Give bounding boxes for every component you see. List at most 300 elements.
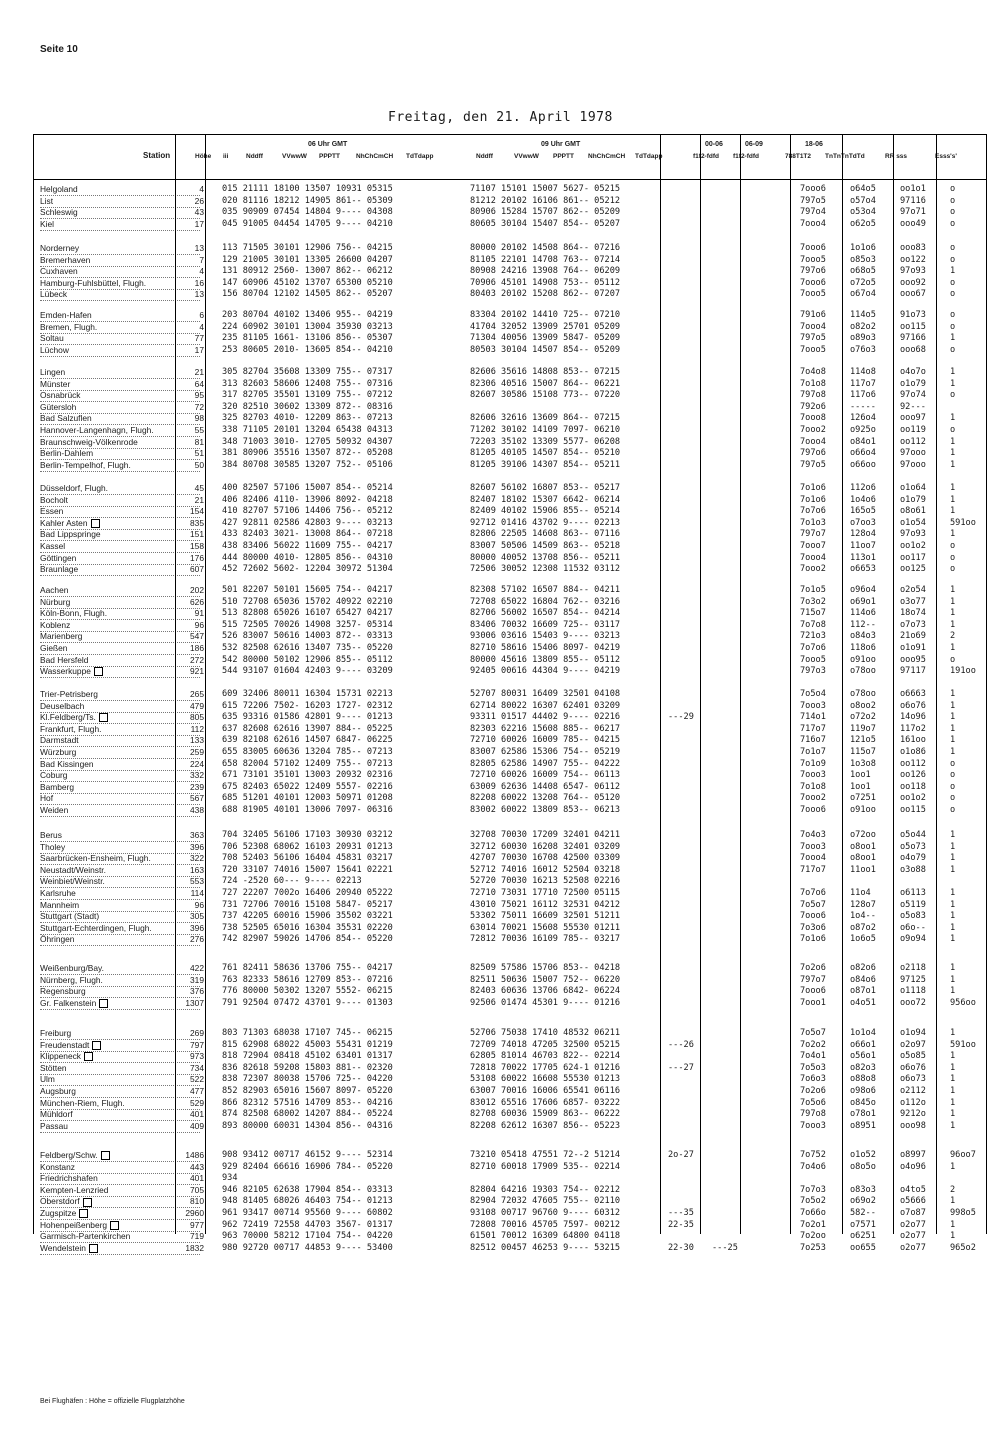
station-name	[40, 553, 200, 565]
station-name	[40, 923, 200, 935]
station-name	[40, 631, 200, 643]
extra-value: 791o6	[800, 310, 826, 320]
station-name	[40, 289, 200, 301]
obs-06-utc: 874 82508 68002 14207 884-- 05224	[222, 1109, 393, 1120]
obs-09-utc: 81205 40105 14507 854-- 05210	[470, 448, 621, 459]
obs-09-utc: 83007 62586 15306 754-- 05219	[470, 747, 621, 757]
extra-value: 717o7	[800, 864, 826, 875]
station-label: Braunschweig-Völkenrode	[40, 436, 138, 447]
station-label: Gütersloh	[40, 401, 77, 412]
obs-06-utc: 934	[222, 1173, 238, 1184]
station-label: Koblenz	[40, 619, 71, 630]
station-altitude: 396	[190, 841, 204, 852]
obs-06-utc: 438 83406 56022 11609 755-- 04217	[222, 541, 393, 551]
obs-06-utc: 542 80000 50102 12906 855-- 05112	[222, 654, 393, 665]
page-number: Seite 10	[40, 44, 78, 55]
station-name	[40, 243, 200, 255]
obs-09-utc: 82308 57102 16507 884-- 04211	[470, 585, 621, 595]
extra-value: o72o5	[850, 277, 876, 288]
extra-value: ---25	[712, 1242, 738, 1253]
obs-06-utc: 320 82510 30602 13309 872-- 08316	[222, 401, 393, 412]
extra-value: 1	[950, 1109, 956, 1120]
table-row	[0, 998, 1000, 1009]
extra-value: 7ooo1	[800, 997, 826, 1008]
extra-value: o1o91	[900, 643, 926, 653]
extra-value: oo115	[900, 805, 926, 815]
extra-value: o	[950, 195, 956, 206]
station-label: Neustadt/Weinstr.	[40, 864, 106, 875]
table-row	[0, 655, 1000, 666]
table-row	[0, 495, 1000, 506]
obs-09-utc: 42707 70030 16708 42500 03309	[470, 853, 621, 864]
extra-value: oo1o1	[900, 184, 926, 194]
station-name	[40, 597, 200, 609]
station-name	[40, 564, 200, 576]
extra-value: o1o79	[900, 494, 926, 505]
table-row	[0, 923, 1000, 934]
station-name	[40, 518, 200, 530]
station-label: Bremen, Flugh.	[40, 321, 98, 332]
extra-value: o	[950, 277, 956, 288]
table-row	[0, 289, 1000, 300]
extra-value: o	[950, 344, 956, 355]
station-label: Zugspitze	[40, 1208, 77, 1218]
station-label: Tholey	[40, 841, 66, 852]
extra-value: o84o1	[850, 436, 876, 447]
extra-value: oo1o2	[900, 541, 926, 551]
extra-value: 7o2o6	[800, 963, 826, 973]
station-name	[40, 207, 200, 219]
obs-06-utc: 639 82108 62616 14507 6847- 06225	[222, 735, 393, 746]
footnote: Bei Flughäfen : Höhe = offizielle Flugplatzhöhe	[40, 1398, 185, 1405]
extra-value: 7o4o6	[800, 1161, 826, 1172]
station-name	[40, 529, 200, 541]
extra-value: 1	[950, 864, 956, 875]
extra-value: 797o5	[800, 459, 826, 470]
station-label: Osnabrück	[40, 390, 81, 401]
station-name	[40, 333, 200, 345]
extra-value: o98o6	[850, 1086, 876, 1096]
obs-09-utc: 80503 30104 14507 854-- 05209	[470, 344, 621, 355]
table-row	[0, 597, 1000, 608]
station-altitude: 805	[190, 712, 204, 723]
extra-value: o87o2	[850, 922, 876, 933]
extra-value: 7o7o6	[800, 643, 826, 653]
extra-value: o2o54	[900, 585, 926, 595]
extra-value: 1	[950, 747, 956, 757]
table-row	[0, 207, 1000, 218]
extra-value: 1	[950, 448, 956, 459]
extra-value: 1	[950, 922, 956, 933]
obs-06-utc: 763 82333 58616 12709 853-- 07216	[222, 974, 393, 985]
station-altitude: 401	[190, 1173, 204, 1184]
extra-value: 191oo	[950, 666, 976, 677]
extra-value: -----	[850, 401, 876, 412]
table-row	[0, 243, 1000, 254]
station-label: Deuselbach	[40, 700, 85, 711]
extra-value: o1118	[900, 986, 926, 997]
extra-value: oo117	[900, 552, 926, 563]
extra-value: o69o2	[850, 1196, 876, 1207]
mountain-station-box-icon	[99, 713, 108, 722]
extra-value: 1	[950, 1051, 956, 1062]
mountain-station-box-icon	[84, 1052, 93, 1061]
extra-value: 797o5	[800, 195, 826, 206]
obs-09-utc: 82303 62216 15608 885-- 06217	[470, 723, 621, 734]
extra-value: o	[950, 781, 956, 792]
table-row	[0, 518, 1000, 529]
extra-value: o845o	[850, 1097, 876, 1108]
table-grid-line	[33, 134, 34, 1234]
obs-09-utc: 72708 65022 16804 762-- 03216	[470, 596, 621, 607]
station-label: Regensburg	[40, 986, 86, 997]
obs-09-utc: 92405 00616 44304 9---- 04219	[470, 666, 621, 677]
extra-value: 7ooo5	[800, 654, 826, 665]
extra-value: ooo98	[900, 1120, 926, 1131]
station-label: Trier-Petrisberg	[40, 689, 98, 699]
station-altitude: 112	[190, 723, 204, 734]
extra-value: o2o77	[900, 1231, 926, 1242]
obs-06-utc: 635 93316 01586 42801 9---- 01213	[222, 712, 393, 723]
obs-09-utc: 52706 75038 17410 48532 06211	[470, 1028, 621, 1038]
obs-06-utc: 615 72206 7502- 16203 1727- 02312	[222, 700, 393, 711]
extra-value: 165o5	[850, 506, 876, 517]
table-row	[0, 853, 1000, 864]
station-altitude: 438	[190, 805, 204, 815]
extra-value: 7ooo2	[800, 425, 826, 435]
table-row	[0, 345, 1000, 356]
extra-value: 7o3o2	[800, 596, 826, 607]
extra-value: 1	[950, 1028, 956, 1038]
obs-06-utc: 803 71303 68038 17107 745-- 06215	[222, 1028, 393, 1038]
obs-06-utc: 866 82312 57516 14709 853-- 04216	[222, 1097, 393, 1108]
station-altitude: 376	[190, 986, 204, 997]
table-grid-line	[205, 134, 206, 1234]
station-label: Öhringen	[40, 934, 75, 945]
station-label: Essen	[40, 506, 64, 517]
extra-value: o8oo1	[850, 841, 876, 852]
table-row	[0, 1040, 1000, 1051]
station-label: Nürburg	[40, 596, 71, 607]
obs-09-utc: 82509 57586 15706 853-- 04218	[470, 963, 621, 973]
extra-value: 7ooo5	[800, 254, 826, 265]
extra-value: o78oo	[850, 689, 876, 699]
mountain-station-box-icon	[110, 1221, 119, 1230]
extra-value: oo112	[900, 758, 926, 769]
extra-value: o5o83	[900, 911, 926, 922]
extra-value: 7o2o2	[800, 1039, 826, 1050]
obs-09-utc: 80906 15284 15707 862-- 05209	[470, 207, 621, 218]
extra-value: 7o1o6	[800, 483, 826, 493]
obs-06-utc: 671 73101 35101 13003 20932 02316	[222, 770, 393, 781]
extra-value: 7o66o	[800, 1208, 826, 1218]
extra-value: 1	[950, 830, 956, 840]
extra-value: 1oo1	[850, 770, 871, 781]
station-name	[40, 1051, 200, 1063]
extra-value: 1	[950, 974, 956, 985]
extra-value: o1o94	[900, 1028, 926, 1038]
obs-09-utc: 82805 62586 14907 755-- 04222	[470, 758, 621, 769]
extra-value: o91oo	[850, 805, 876, 815]
station-name	[40, 1173, 200, 1185]
extra-value: 7o1o5	[800, 585, 826, 595]
station-label: Würzburg	[40, 747, 77, 757]
table-grid-line	[700, 134, 701, 1234]
obs-09-utc: 92506 01474 45301 9---- 01216	[470, 997, 621, 1008]
extra-value: 119o7	[850, 723, 876, 734]
station-altitude: 95	[194, 390, 204, 401]
extra-value: 9212o	[900, 1109, 926, 1120]
table-row	[0, 759, 1000, 770]
extra-value: 715o7	[800, 608, 826, 619]
extra-value: ooo97	[900, 413, 926, 424]
station-altitude: 176	[190, 552, 204, 563]
station-label: Bremerhaven	[40, 254, 91, 265]
extra-value: o4o7o	[900, 367, 926, 377]
obs-09-utc: 62805 81014 46703 822-- 02214	[470, 1051, 621, 1062]
obs-06-utc: 706 52308 68062 16103 20931 01213	[222, 841, 393, 852]
station-label: Emden-Hafen	[40, 310, 92, 320]
obs-09-utc: 52707 80031 16409 32501 04108	[470, 689, 621, 699]
extra-value: o66o1	[850, 1039, 876, 1050]
extra-value: o4o51	[850, 997, 876, 1008]
extra-value: 1	[950, 723, 956, 734]
table-row	[0, 460, 1000, 471]
station-label: München-Riem, Flugh.	[40, 1097, 125, 1108]
extra-value: o68o5	[850, 266, 876, 277]
station-altitude: 7	[199, 254, 204, 265]
extra-value: 1	[950, 333, 956, 344]
obs-06-utc: 688 81905 40101 13006 7097- 06316	[222, 805, 393, 815]
station-altitude: 154	[190, 506, 204, 517]
station-name	[40, 425, 200, 437]
station-altitude: 305	[190, 911, 204, 922]
extra-value: oo112	[900, 436, 926, 447]
extra-value: 7o2o1	[800, 1219, 826, 1230]
extra-value: o	[950, 564, 956, 575]
extra-value: o62o5	[850, 218, 876, 229]
extra-value: 1	[950, 1161, 956, 1172]
header-station: Station	[143, 151, 171, 160]
station-name	[40, 367, 200, 379]
extra-value: 121o5	[850, 735, 876, 746]
extra-value: o57o4	[850, 195, 876, 206]
obs-09-utc: 93311 01517 44402 9---- 02216	[470, 712, 621, 723]
obs-09-utc: 70906 45101 14908 753-- 05112	[470, 277, 621, 288]
obs-09-utc: 83002 60022 13809 853-- 06213	[470, 805, 621, 815]
extra-value: 97ooo	[900, 459, 926, 470]
obs-09-utc: 53108 60022 16608 55530 01213	[470, 1074, 621, 1085]
station-altitude: 96	[194, 899, 204, 910]
extra-value: o7251	[850, 793, 876, 804]
extra-value: 1	[950, 1074, 956, 1085]
station-altitude: 322	[190, 853, 204, 864]
header-col09-1: VVwwW	[514, 153, 539, 160]
extra-value: 1o1o4	[850, 1028, 876, 1038]
extra-value: 1	[950, 1097, 956, 1108]
extra-value: o88o8	[850, 1074, 876, 1085]
obs-06-utc: 317 82705 35501 13109 755-- 07212	[222, 390, 393, 401]
station-altitude: 64	[194, 378, 204, 389]
station-label: Soltau	[40, 333, 64, 344]
extra-value: 1	[950, 1196, 956, 1207]
station-label: Helgoland	[40, 184, 78, 194]
station-altitude: 319	[190, 974, 204, 985]
station-label: Karlsruhe	[40, 888, 76, 898]
station-altitude: 51	[194, 448, 204, 459]
extra-value: 7o7o6	[800, 888, 826, 898]
station-altitude: 797	[190, 1039, 204, 1050]
station-label: Wasserkuppe	[40, 666, 91, 677]
station-label: Passau	[40, 1120, 68, 1131]
table-row	[0, 425, 1000, 436]
station-name	[40, 495, 200, 507]
station-name	[40, 1109, 200, 1121]
extra-value: 7o7o3	[800, 1184, 826, 1195]
obs-09-utc: 43010 75021 16112 32531 04212	[470, 899, 621, 910]
obs-09-utc: 61501 70012 16309 64800 04118	[470, 1231, 621, 1242]
extra-value: ooo92	[900, 277, 926, 288]
extra-value: o6o--	[900, 922, 926, 933]
extra-value: o1o52	[850, 1150, 876, 1160]
extra-value: 1	[950, 436, 956, 447]
station-label: Berus	[40, 830, 62, 840]
extra-value: 7o4o1	[800, 1051, 826, 1062]
extra-value: o	[950, 254, 956, 265]
extra-value: 717o7	[800, 723, 826, 734]
extra-value: 7ooo3	[800, 700, 826, 711]
station-name	[40, 853, 200, 865]
obs-06-utc: 515 72505 70026 14908 3257- 05314	[222, 619, 393, 630]
table-row	[0, 830, 1000, 841]
extra-value: 117o6	[850, 390, 876, 401]
station-name	[40, 1028, 200, 1040]
extra-value: o7oo3	[850, 517, 876, 528]
station-label: Darmstadt	[40, 735, 79, 746]
extra-value: 1	[950, 899, 956, 910]
station-name	[40, 986, 200, 998]
extra-value: 591oo	[950, 517, 976, 528]
table-row	[0, 1098, 1000, 1109]
extra-value: o87o1	[850, 986, 876, 997]
station-label: Saarbrücken-Ensheim, Flugh.	[40, 853, 151, 864]
extra-value: o3o77	[900, 596, 926, 607]
obs-09-utc: 81105 22101 14708 763-- 07214	[470, 254, 621, 265]
extra-value: 97o74	[900, 390, 926, 401]
table-row	[0, 805, 1000, 816]
station-altitude: 45	[194, 483, 204, 493]
extra-value: 1o3o8	[850, 758, 876, 769]
extra-value: o83o3	[850, 1184, 876, 1195]
extra-value: 7ooo5	[800, 344, 826, 355]
station-name	[40, 666, 200, 678]
table-grid-line	[740, 134, 741, 1234]
extra-value: 1	[950, 1231, 956, 1242]
extra-value: 1	[950, 986, 956, 997]
extra-value: 11oo7	[850, 541, 876, 551]
station-label: List	[40, 195, 54, 206]
obs-09-utc: 71107 15101 15007 5627- 05215	[470, 184, 621, 194]
station-name	[40, 900, 200, 912]
obs-06-utc: 156 80704 12102 14505 862-- 05207	[222, 289, 393, 300]
station-altitude: 202	[190, 585, 204, 595]
station-altitude: 567	[190, 793, 204, 804]
header-col09-4: TdTdapp	[635, 153, 663, 160]
station-label: Norderney	[40, 243, 80, 253]
extra-value: 7ooo4	[800, 218, 826, 229]
extra-value: 128o7	[850, 899, 876, 910]
obs-06-utc: 253 80605 2010- 13605 854-- 04210	[222, 344, 393, 355]
mountain-station-box-icon	[83, 1198, 92, 1207]
station-name	[40, 842, 200, 854]
obs-06-utc: 510 72708 65036 15702 40922 02210	[222, 596, 393, 607]
table-row	[0, 266, 1000, 277]
station-name	[40, 266, 200, 278]
extra-value: 1	[950, 841, 956, 852]
obs-06-utc: 815 62908 68022 45003 55431 01219	[222, 1039, 393, 1050]
obs-09-utc: 92712 01416 43702 9---- 02213	[470, 517, 621, 528]
obs-06-utc: 544 93107 01604 42403 9---- 03209	[222, 666, 393, 677]
extra-value: 7o6o3	[800, 1074, 826, 1085]
station-name	[40, 1185, 200, 1197]
extra-value: o	[950, 425, 956, 435]
extra-value: o8951	[850, 1120, 876, 1131]
obs-09-utc: 82409 40102 15906 855-- 05214	[470, 506, 621, 517]
station-name	[40, 1040, 200, 1052]
obs-06-utc: 381 80906 35516 13507 872-- 05208	[222, 448, 393, 459]
extra-value: o	[950, 770, 956, 781]
extra-value: 7o2oo	[800, 1231, 826, 1242]
station-label: Weinbiet/Weinstr.	[40, 876, 105, 887]
extra-value: 582--	[850, 1208, 876, 1218]
extra-value: o56o1	[850, 1051, 876, 1062]
obs-09-utc: 82706 56002 16507 854-- 04214	[470, 608, 621, 619]
obs-09-utc: 82607 56102 16807 853-- 05217	[470, 483, 621, 493]
obs-09-utc: 80000 20102 14508 864-- 07216	[470, 243, 621, 253]
station-altitude: 977	[190, 1219, 204, 1230]
obs-09-utc: 82511 50636 15007 752-- 06220	[470, 974, 621, 985]
obs-06-utc: 526 83007 50616 14003 872-- 03313	[222, 631, 393, 642]
station-label: Kiel	[40, 218, 54, 229]
station-label: Stötten	[40, 1062, 67, 1073]
obs-09-utc: 72710 73031 17710 72500 05115	[470, 888, 621, 898]
extra-value: o84o6	[850, 974, 876, 985]
extra-value: o	[950, 654, 956, 665]
extra-value: 2o-27	[668, 1150, 694, 1160]
station-name	[40, 876, 200, 888]
table-row	[0, 367, 1000, 378]
station-altitude: 719	[190, 1231, 204, 1242]
obs-09-utc: 72710 60026 16009 754-- 06113	[470, 770, 621, 781]
extra-value: 7ooo4	[800, 321, 826, 332]
extra-value: 161oo	[900, 735, 926, 746]
obs-06-utc: 235 81105 1661- 13106 856-- 05307	[222, 333, 393, 344]
station-name	[40, 390, 200, 402]
obs-09-utc: 72710 60026 16009 785-- 04215	[470, 735, 621, 746]
station-altitude: 96	[194, 619, 204, 630]
obs-06-utc: 946 82105 62638 17904 854-- 03313	[222, 1184, 393, 1195]
station-altitude: 16	[194, 277, 204, 288]
obs-06-utc: 761 82411 58636 13706 755-- 04217	[222, 963, 393, 973]
obs-06-utc: 720 33107 74016 15007 15641 02221	[222, 864, 393, 875]
table-grid-line	[842, 134, 843, 1234]
station-label: Cuxhaven	[40, 266, 78, 277]
extra-value: o2o97	[900, 1039, 926, 1050]
obs-09-utc: 62714 80022 16307 62401 03209	[470, 700, 621, 711]
table-row	[0, 608, 1000, 619]
obs-06-utc: 961 93417 00714 95560 9---- 60802	[222, 1208, 393, 1218]
extra-value: 7o4o8	[800, 367, 826, 377]
